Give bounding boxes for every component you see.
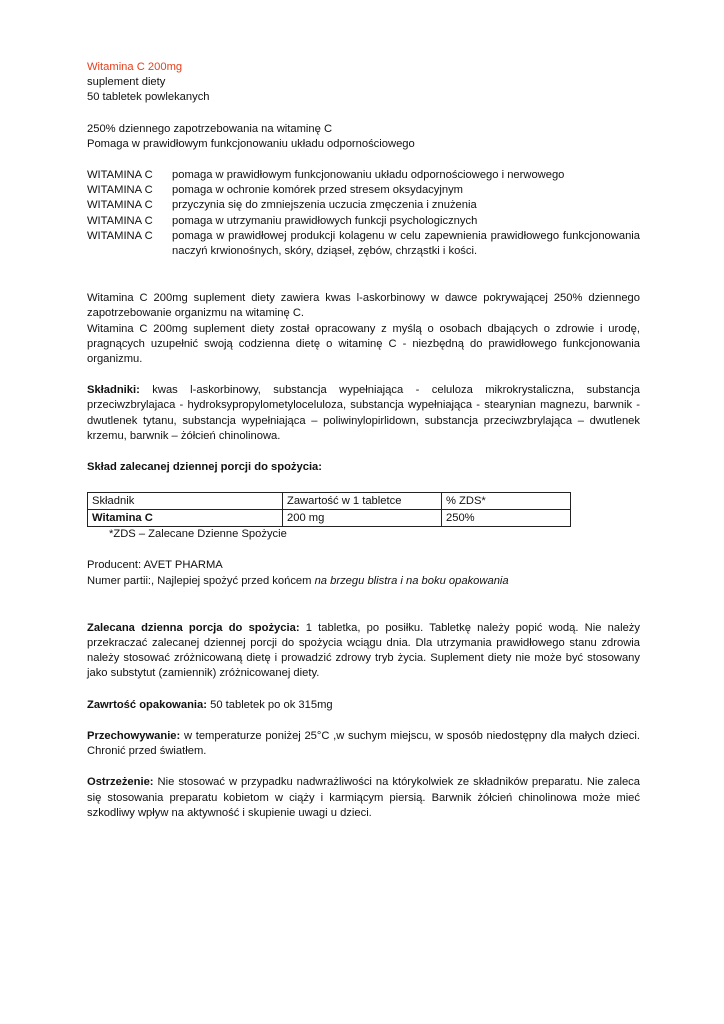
warning-text: Nie stosować w przypadku nadwrażliwości na którykolwiek ze składników preparatu. Nie zaleca się stosowania preparatu kobietom w ciąży i karmiącym piersią. Barwnik żółcień chinolinowa może mieć szkodliwy wpływ na aktywność i skupienie uwagi u dzieci. <box>87 776 640 819</box>
dosage-text: 1 tabletka, po posiłku. Tabletkę należy popić wodą. Nie należy przekraczać zalecanej dziennej porcji do spożycia wciągu dnia. Dla utrzymania prawidłowego stanu zdrowia należy stosować zróżnicowaną dietę i prowadzić zdrowy tryb życia. Suplement diety nie może być stosowany jako substytut (zamiennik) zróżnicowanej diety. <box>87 621 640 680</box>
table-header-cell: Składnik <box>88 493 283 510</box>
table-cell: Witamina C <box>88 510 283 527</box>
vitamin-claim-text: pomaga w ochronie komórek przed stresem oksydacyjnym <box>172 184 463 197</box>
dosage-paragraph <box>87 621 640 682</box>
claim-line-1: 250% dziennego zapotrzebowania na witaminę C <box>87 122 333 135</box>
table-cell: 250% <box>442 510 571 527</box>
description-paragraph-1: Witamina C 200mg suplement diety zawiera kwas l-askorbinowy w dawce pokrywającej 250% dziennego zapotrzebowanie organizmu na witaminę C. <box>87 292 640 320</box>
vitamin-claim-label: WITAMINA C <box>87 214 153 227</box>
vitamin-claim-text: pomaga w prawidłowym funkcjonowaniu układu odpornościowego i nerwowego <box>172 169 565 182</box>
vitamin-claim-label: WITAMINA C <box>87 169 153 182</box>
description-paragraph-2: Witamina C 200mg suplement diety został opracowany z myślą o osobach dbających o zdrowie i urodę, pragnących uzupełnić swoją codzienna dietę o witaminę C - niezbędną do prawidłowego funkcjonowania organizmu. <box>87 322 640 366</box>
vitamin-claim-row <box>87 168 640 183</box>
warning-label: Ostrzeżenie: <box>87 776 154 789</box>
table-cell: 200 mg <box>283 510 442 527</box>
ingredients-paragraph <box>87 383 640 444</box>
product-title: Witamina C 200mg <box>87 61 183 73</box>
vitamin-claim-label: WITAMINA C <box>87 199 153 212</box>
claim-line-2: Pomaga w prawidłowym funkcjonowaniu układu odpornościowego <box>87 137 415 150</box>
ingredients-label: Składniki: <box>87 384 140 397</box>
product-pack: 50 tabletek powlekanych <box>87 91 210 104</box>
batch-line: Numer partii:, Najlepiej spożyć przed końcem na brzegu blistra i na boku opakowania <box>87 574 509 587</box>
batch-italic: na brzegu blistra i na boku opakowania <box>314 574 509 587</box>
table-header-cell: Zawartość w 1 tabletce <box>283 493 442 510</box>
ingredients-text: kwas l-askorbinowy, substancja wypełniająca - celuloza mikrokrystaliczna, substancja przeciwzbrylajaca - hydroksypropylometyloceluloza, substancja wypełniająca - stearynian magnezu, barwnik - dwutlenek tytanu, substancja wypełniająca – poliwinylopirlidown, substancja przeciwzbrylająca – dwutlenek krzemu, barwnik – żółcień chinolinowa. <box>87 384 640 442</box>
storage-text: w temperaturze poniżej 25°C ,w suchym miejscu, w sposób niedostępny dla małych dzieci. Chronić przed światłem. <box>87 729 640 758</box>
composition-heading: Skład zalecanej dziennej porcji do spożycia: <box>87 461 323 474</box>
document-page <box>87 60 640 821</box>
dosage-label: Zalecana dzienna porcja do spożycia: <box>87 621 300 634</box>
product-subtitle: suplement diety <box>87 76 166 89</box>
vitamin-claims-list <box>87 168 640 259</box>
composition-table <box>87 492 571 527</box>
vitamin-claim-row <box>87 198 640 213</box>
vitamin-claim-text: pomaga w utrzymaniu prawidłowych funkcji psychologicznych <box>172 214 478 227</box>
storage-paragraph <box>87 729 640 759</box>
vitamin-claim-row <box>87 183 640 198</box>
vitamin-claim-label: WITAMINA C <box>87 184 153 197</box>
vitamin-claim-row <box>87 214 640 229</box>
table-row <box>88 510 571 527</box>
vitamin-claim-row <box>87 229 640 259</box>
vitamin-claim-text: pomaga w prawidłowej produkcji kolagenu w celu zapewnienia prawidłowego funkcjonowania naczyń krwionośnych, skóry, dziąseł, zębów, chrząstki i kości. <box>172 229 640 258</box>
table-footnote: *ZDS – Zalecane Dzienne Spożycie <box>109 528 287 541</box>
contents-line <box>87 698 640 713</box>
contents-label: Zawrtość opakowania: <box>87 698 207 711</box>
producer-line: Producent: AVET PHARMA <box>87 559 223 572</box>
warning-paragraph <box>87 775 640 821</box>
contents-text: 50 tabletek po ok 315mg <box>206 698 333 711</box>
vitamin-claim-text: przyczynia się do zmniejszenia uczucia zmęczenia i znużenia <box>172 199 477 212</box>
table-header-row <box>88 493 571 510</box>
vitamin-claim-label: WITAMINA C <box>87 229 153 242</box>
table-header-cell: % ZDS* <box>442 493 571 510</box>
storage-label: Przechowywanie: <box>87 729 181 742</box>
